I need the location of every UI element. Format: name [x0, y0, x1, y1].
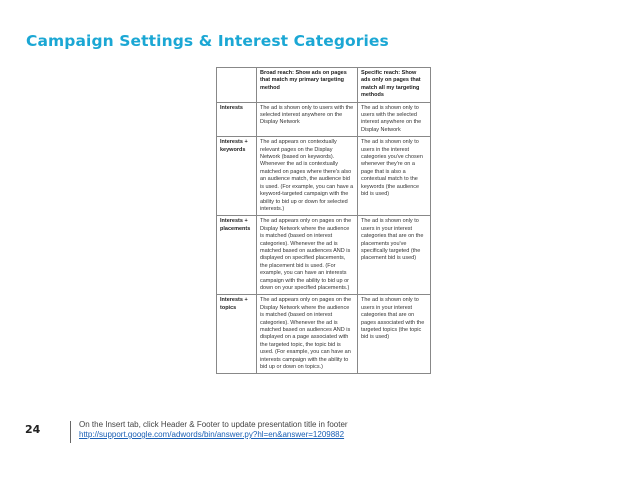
table-header-row	[217, 68, 431, 103]
row-label: Interests + placements	[217, 216, 257, 295]
table-row	[217, 295, 431, 374]
header-broad-reach: Broad reach: Show ads on pages that match my primary targeting method	[257, 68, 358, 103]
slide-title: Campaign Settings & Interest Categories	[26, 32, 389, 50]
corner-cell	[217, 68, 257, 103]
specific-cell: The ad is shown only to users with the selected interest anywhere on the Display Network	[358, 102, 431, 137]
row-label: Interests + keywords	[217, 137, 257, 216]
broad-cell: The ad is shown only to users with the selected interest anywhere on the Display Network	[257, 102, 358, 137]
broad-cell: The ad appears only on pages on the Display Network where the audience is matched (based on interest categories). Whenever the ad is matched based on audiences AND is displayed on specified placements, the placement bid is used. (For example, you can have an interests campaign with the ability to bid up or down on your specified placements.)	[257, 216, 358, 295]
specific-cell: The ad is shown only to users in your interest categories that are on the placements you've specifically targeted (the placement bid is used)	[358, 216, 431, 295]
slide-number: 24	[25, 423, 41, 436]
table-row	[217, 216, 431, 295]
row-label: Interests + topics	[217, 295, 257, 374]
footer	[79, 420, 348, 440]
specific-cell: The ad is shown only to users in the interest categories you've chosen whenever they're on a page that is also a contextual match to the keywords (the audience bid is used)	[358, 137, 431, 216]
broad-cell: The ad appears only on pages on the Display Network where the audience is matched (based on interest categories). Whenever the ad is matched based on audiences AND is displayed on a page associated with the targeted topic, the topic bid is used. (For example, you can have an interests campaign with the ability to bid up or down on topics.)	[257, 295, 358, 374]
table-row	[217, 102, 431, 137]
table-row	[217, 137, 431, 216]
row-label: Interests	[217, 102, 257, 137]
broad-cell: The ad appears on contextually relevant pages on the Display Network (based on keywords). Whenever the ad is contextually matched on pages where there's also an audience match, the audience bid is used. (For example, you can have a keyword-targeted campaign with the ability to bid up or down for selected interests.)	[257, 137, 358, 216]
footer-note: On the Insert tab, click Header & Footer to update presentation title in footer	[79, 420, 348, 429]
table-image	[216, 67, 431, 374]
footer-divider	[70, 421, 71, 443]
targeting-table	[216, 67, 431, 374]
specific-cell: The ad is shown only to users in your interest categories that are on pages associated with the targeted topics (the topic bid is used)	[358, 295, 431, 374]
header-specific-reach: Specific reach: Show ads only on pages that match all my targeting methods	[358, 68, 431, 103]
source-link[interactable]: http://support.google.com/adwords/bin/answer.py?hl=en&answer=1209882	[79, 430, 345, 439]
